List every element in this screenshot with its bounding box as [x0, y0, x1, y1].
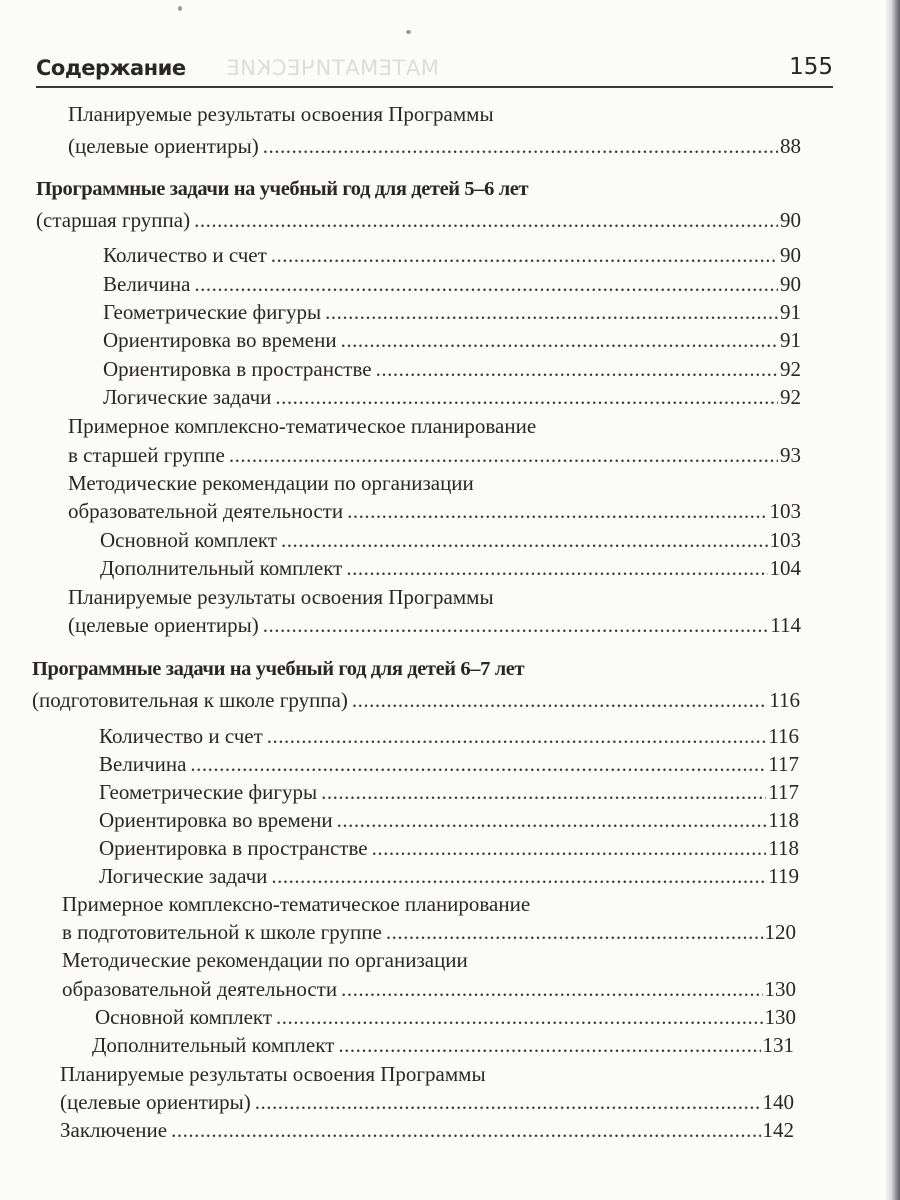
toc-page-number: 90 — [780, 208, 801, 232]
toc-page-number: 118 — [768, 836, 799, 860]
leader-dots — [386, 918, 763, 946]
toc-entry-line: Планируемые результаты освоения Программы — [60, 1062, 486, 1086]
toc-entry[interactable]: Основной комплект ..... 103 — [100, 526, 801, 554]
toc-page-number: 117 — [768, 780, 799, 804]
leader-dots — [346, 554, 767, 582]
leader-dots — [267, 722, 766, 750]
bleed-through-text: МАТЕМАТИЧЕСКИЕ — [226, 56, 439, 80]
toc-page-number: 90 — [780, 243, 801, 267]
toc-entry[interactable]: образовательной деятельности ..... 130 — [62, 975, 796, 1003]
toc-entry[interactable]: Геометрические фигуры ..... 91 — [103, 298, 801, 326]
running-head-title: Содержание — [36, 56, 186, 80]
leader-dots — [229, 441, 778, 469]
toc-page-number: 116 — [769, 688, 800, 712]
toc-page-number: 130 — [764, 1005, 796, 1029]
leader-dots — [171, 1116, 760, 1144]
toc-page-number: 104 — [769, 556, 801, 580]
toc-page-number: 130 — [764, 977, 796, 1001]
toc-entry[interactable]: Геометрические фигуры ..... 117 — [99, 778, 799, 806]
toc-entry[interactable]: (целевые ориентиры) ..... 88 — [68, 132, 801, 160]
toc-entry[interactable]: (подготовительная к школе группа) ..... 116 — [32, 686, 800, 714]
toc-entry[interactable]: Дополнительный комплект ..... 104 — [100, 554, 801, 582]
toc-entry[interactable]: Ориентировка во времени ..... 118 — [99, 806, 799, 834]
toc-entry[interactable]: в подготовительной к школе группе ..... 120 — [62, 918, 796, 946]
leader-dots — [321, 778, 766, 806]
leader-dots — [271, 241, 778, 269]
leader-dots — [352, 686, 767, 714]
leader-dots — [194, 206, 778, 234]
leader-dots — [281, 526, 767, 554]
leader-dots — [376, 355, 778, 383]
toc-entry[interactable]: Основной комплект ..... 130 — [95, 1003, 796, 1031]
toc-entry[interactable]: образовательной деятельности ..... 103 — [68, 497, 801, 525]
toc-page-number: 118 — [768, 808, 799, 832]
toc-page-number: 90 — [780, 272, 801, 296]
toc-page-number: 120 — [764, 920, 796, 944]
toc-entry[interactable]: Количество и счет ..... 116 — [99, 722, 799, 750]
section-heading: Программные задачи на учебный год для детей 5–6 лет — [36, 178, 529, 200]
toc-page-number: 92 — [780, 357, 801, 381]
leader-dots — [325, 298, 778, 326]
toc-entry-line: Планируемые результаты освоения Программы — [68, 585, 494, 609]
toc-entry[interactable]: Количество и счет ..... 90 — [103, 241, 801, 269]
toc-page-number: 103 — [769, 528, 801, 552]
leader-dots — [276, 1003, 762, 1031]
toc-entry[interactable]: Ориентировка в пространстве ..... 92 — [103, 355, 801, 383]
toc-page-number: 91 — [780, 328, 801, 352]
leader-dots — [255, 1088, 761, 1116]
leader-dots — [190, 750, 766, 778]
leader-dots — [263, 132, 778, 160]
toc-page-number: 140 — [762, 1090, 794, 1114]
leader-dots — [372, 834, 767, 862]
toc-entry-line: Планируемые результаты освоения Программы — [68, 102, 494, 126]
leader-dots — [271, 862, 766, 890]
toc-page-number: 91 — [780, 300, 801, 324]
toc-page-number: 119 — [768, 864, 799, 888]
toc-entry-line: Методические рекомендации по организации — [68, 471, 474, 495]
toc-entry[interactable]: Дополнительный комплект ..... 131 — [92, 1031, 794, 1059]
leader-dots — [347, 497, 767, 525]
toc-entry-line: Методические рекомендации по организации — [62, 948, 468, 972]
leader-dots — [263, 611, 769, 639]
leader-dots — [337, 806, 767, 834]
toc-entry[interactable]: Заключение ..... 142 — [60, 1116, 794, 1144]
toc-entry[interactable]: Ориентировка во времени ..... 91 — [103, 326, 801, 354]
leader-dots — [338, 1031, 760, 1059]
toc-entry-line: Примерное комплексно-тематическое планирование — [62, 892, 531, 916]
page-number: 155 — [789, 54, 833, 80]
toc-page-number: 103 — [769, 499, 801, 523]
toc-entry[interactable]: в старшей группе ..... 93 — [68, 441, 801, 469]
leader-dots — [341, 326, 778, 354]
toc-page-number: 131 — [762, 1033, 794, 1057]
leader-dots — [341, 975, 762, 1003]
toc-page-number: 142 — [762, 1118, 794, 1142]
section-heading: Программные задачи на учебный год для детей 6–7 лет — [32, 658, 525, 680]
toc-entry[interactable]: (целевые ориентиры) ..... 140 — [60, 1088, 794, 1116]
toc-page-number: 93 — [780, 443, 801, 467]
toc-page-number: 92 — [780, 385, 801, 409]
toc-page-number: 114 — [770, 613, 801, 637]
toc-entry[interactable]: Величина ..... 90 — [103, 270, 801, 298]
toc-entry[interactable]: Ориентировка в пространстве ..... 118 — [99, 834, 799, 862]
toc-page-number: 116 — [768, 724, 799, 748]
toc-entry[interactable]: (старшая группа) ..... 90 — [36, 206, 801, 234]
leader-dots — [275, 383, 778, 411]
leader-dots — [194, 270, 778, 298]
toc-entry[interactable]: Логические задачи ..... 119 — [99, 862, 799, 890]
toc-entry-line: Примерное комплексно-тематическое планирование — [68, 414, 537, 438]
toc-page-number: 117 — [768, 752, 799, 776]
toc-entry[interactable]: Величина ..... 117 — [99, 750, 799, 778]
toc-page-number: 88 — [780, 134, 801, 158]
toc-entry[interactable]: (целевые ориентиры) ..... 114 — [68, 611, 801, 639]
toc-entry[interactable]: Логические задачи ..... 92 — [103, 383, 801, 411]
